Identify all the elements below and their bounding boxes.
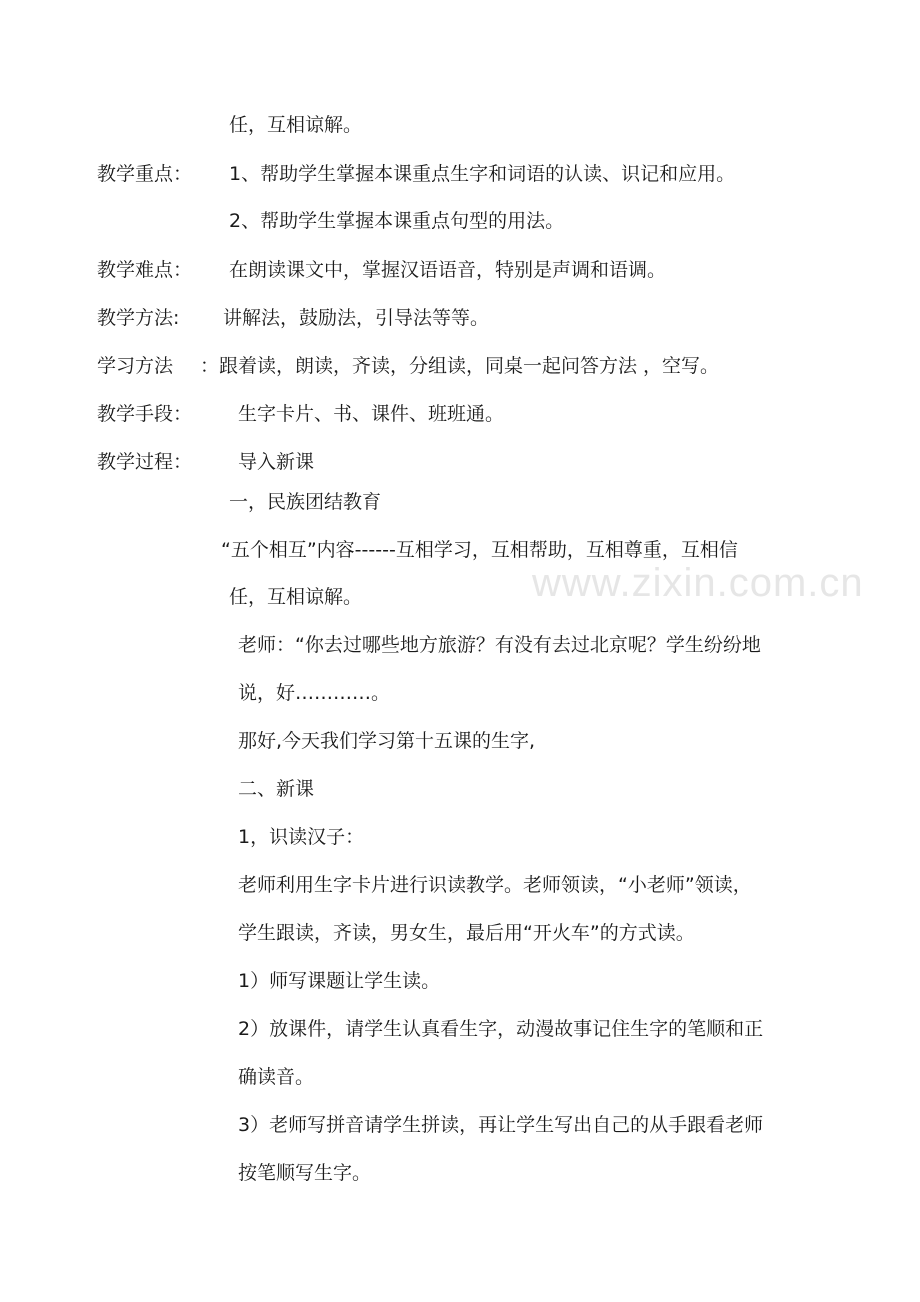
text-line: 老师：“你去过哪些地方旅游？有没有去过北京呢？学生纷纷地 [238, 634, 761, 656]
section-label: 教学过程： [97, 451, 193, 473]
text-line: 按笔顺写生字。 [238, 1162, 372, 1184]
text-line: “五个相互”内容------互相学习，互相帮助，互相尊重，互相信 [221, 539, 738, 561]
text-line: 确读音。 [238, 1066, 315, 1088]
text-line: 那好,今天我们学习第十五课的生字, [238, 730, 536, 752]
text-line: 2、帮助学生掌握本课重点句型的用法。 [229, 210, 565, 232]
section-label: 教学难点： [97, 259, 193, 281]
text-line: 生字卡片、书、课件、班班通。 [238, 403, 505, 425]
text-line: 老师利用生字卡片进行识读教学。老师领读，“小老师”领读， [238, 874, 752, 896]
text-line: 一，民族团结教育 [229, 491, 382, 513]
text-line: 2）放课件，请学生认真看生字，动漫故事记住生字的笔顺和正 [238, 1018, 764, 1040]
text-line: 说，好…………。 [238, 682, 391, 704]
text-line: 导入新课 [238, 451, 315, 473]
text-line: 1、帮助学生掌握本课重点生字和词语的认读、识记和应用。 [229, 163, 736, 185]
text-line: ：跟着读，朗读，齐读，分组读，同桌一起问答方法 ，空写。 [200, 355, 720, 377]
text-line: 任，互相谅解。 [229, 114, 363, 136]
text-line: 1）师写课题让学生读。 [238, 970, 441, 992]
text-line: 学生跟读，齐读，男女生，最后用“开火车”的方式读。 [238, 922, 695, 944]
section-label: 教学方法: [97, 307, 180, 329]
text-line: 3）老师写拼音请学生拼读，再让学生写出自己的从手跟看老师 [238, 1114, 764, 1136]
text-line: 任，互相谅解。 [229, 586, 363, 608]
watermark: www.zixin.com.cn [532, 561, 864, 605]
section-label: 教学手段： [97, 403, 193, 425]
section-label: 教学重点： [97, 163, 193, 185]
section-label: 学习方法 [97, 355, 174, 377]
text-line: 在朗读课文中，掌握汉语语音，特别是声调和语调。 [229, 259, 667, 281]
text-line: 1，识读汉子： [238, 826, 365, 848]
text-line: 二、新课 [238, 778, 315, 800]
text-line: 讲解法，鼓励法，引导法等等。 [223, 307, 490, 329]
